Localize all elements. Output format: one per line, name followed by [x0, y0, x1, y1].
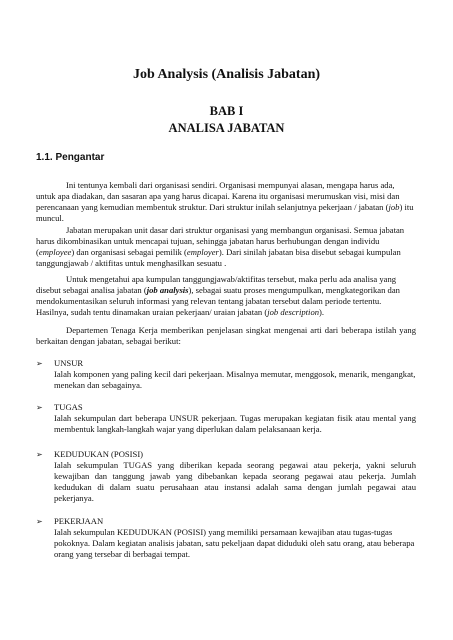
term-label: TUGAS [54, 402, 83, 412]
intro-paragraph-1 [36, 180, 416, 224]
paragraph-emphasis: employer [186, 247, 219, 257]
paragraph-emphasis: job analysis [146, 285, 189, 295]
intro-paragraph-3 [36, 274, 416, 318]
term-item-unsur [36, 358, 416, 391]
paragraph-text: ). [319, 307, 325, 317]
paragraph-text: ). Dari sinilah jabatan bisa disebut sebagai kumpulan tanggungjawab / aktifitas untuk menghasilkan sesuatu . [36, 247, 401, 268]
paragraph-text: Ini tentunya kembali dari organisasi sendiri. Organisasi mempunyai alasan, mengapa harus ada, untuk apa diadakan, dan sasaran apa yang harus dicapai. Karena itu organisasi merumuskan visi, misi dan perencanaan yang kemudian membentuk struktur. Dari struktur inilah selanjutnya pekerjaan / jabatan ( [36, 180, 400, 212]
paragraph-text: Departemen Tenaga Kerja memberikan penjelasan singkat mengenai arti dari beberapa istilah yang berkaitan dengan jabatan, sebagai berikut: [36, 325, 416, 346]
paragraph-text: ) dan organisasi sebagai pemilik ( [71, 247, 187, 257]
paragraph-text: Untuk mengetahui apa kumpulan tanggungjawab/aktifitas tersebut, maka perlu ada analisa yang disebut sebagai analisa jabatan ( [36, 274, 397, 295]
paragraph-text: Jabatan merupakan unit dasar dari struktur organisasi yang membangun organisasi. Semua jabatan harus dikombinasikan untuk mencapai tujuan, sehingga jabatan harus berhubungan dengan individu ( [36, 225, 405, 257]
term-label: UNSUR [54, 358, 84, 368]
chapter-number: BAB I [209, 104, 244, 118]
paragraph-emphasis: job description [267, 307, 320, 317]
term-description: Ialah sekumpulan KEDUDUKAN (POSISI) yang memiliki persamaan kewajiban atau tugas-tugas pokoknya. Dalam kegiatan analisis jabatan, satu pekeljaan dapat diduduki oleh satu orang, atau beberapa orang yang tersebar di berbagai tempat. [54, 527, 415, 559]
intro-paragraph-4 [36, 325, 416, 347]
term-description: Ialah sekumpulan TUGAS yang diberikan kepada seorang pegawai atau pekerja, yakni seluruh kewajiban dan tanggung jawab yang dibebankan kepada seorang pegawai atau pekerja. Jumlah kedudukan di dalam suatu perusahaan atau instansi adalah sama dengan jumlah pegawai atau pekerjanya. [54, 460, 416, 503]
arrow-bullet-icon: ➢ [36, 403, 43, 412]
term-label: PEKERJAAN [54, 516, 104, 526]
arrow-bullet-icon: ➢ [36, 450, 43, 459]
term-description: Ialah komponen yang paling kecil dari pekerjaan. Misalnya memutar, menggosok, menarik, mengangkat, menekan dan sebagainya. [54, 369, 416, 390]
section-heading: 1.1. Pengantar [36, 152, 105, 163]
term-description: Ialah sekumpulan dart beberapa UNSUR pekerjaan. Tugas merupakan kegiatan fisik atau mental yang membentuk langkah-langkah wajar yang diperlukan dalam pelaksanaan kerja. [54, 413, 416, 434]
arrow-bullet-icon: ➢ [36, 517, 43, 526]
document-title: Job Analysis (Analisis Jabatan) [132, 67, 321, 82]
intro-paragraph-2 [36, 225, 416, 269]
term-item-kedudukan [36, 449, 416, 504]
paragraph-text: ) itu muncul. [36, 202, 414, 223]
chapter-title: ANALISA JABATAN [168, 121, 285, 135]
arrow-bullet-icon: ➢ [36, 359, 43, 368]
paragraph-emphasis: job [388, 202, 400, 212]
paragraph-text: ), sebagai suatu proses mengumpulkan, mengkategorikan dan mendokumentasikan seluruh informasi yang relevan tentang jabatan tersebut dalam periode tertentu. Hasilnya, sudah tentu dinamakan uraian pekerjaan/ uraian jabatan ( [36, 285, 400, 317]
term-item-pekerjaan [36, 516, 416, 560]
term-item-tugas [36, 402, 416, 435]
paragraph-emphasis: employee [38, 247, 72, 257]
term-label: KEDUDUKAN (POSISI) [54, 449, 144, 459]
